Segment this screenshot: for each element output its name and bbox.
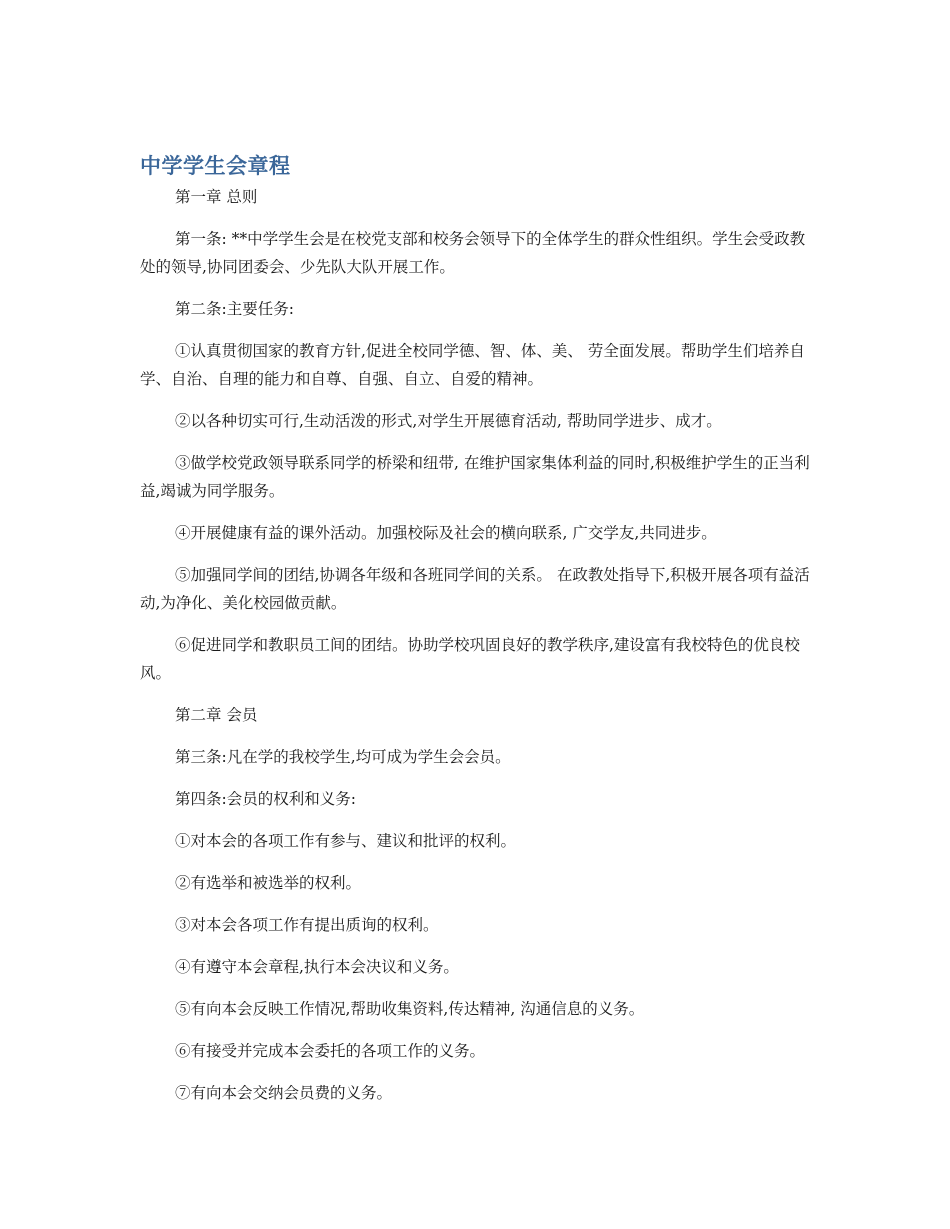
chapter-heading: 第二章 会员 xyxy=(175,706,258,724)
chapter-heading: 第一章 总则 xyxy=(175,188,258,206)
list-item: ⑦有向本会交纳会员费的义务。 xyxy=(175,1084,393,1102)
list-item: ⑥促进同学和教职员工间的团结。协助学校巩固良好的教学秩序,建设富有我校特色的优良校风。 xyxy=(140,636,800,682)
list-item: ③做学校党政领导联系同学的桥梁和纽带, 在维护国家集体利益的同时,积极维护学生的正当利益,竭诚为同学服务。 xyxy=(140,454,810,500)
list-item: ①对本会的各项工作有参与、建议和批评的权利。 xyxy=(175,832,517,850)
list-item: ④开展健康有益的课外活动。加强校际及社会的横向联系, 广交学友,共同进步。 xyxy=(175,524,717,542)
list-item: ③对本会各项工作有提出质询的权利。 xyxy=(175,916,439,934)
article-paragraph: 第二条:主要任务: xyxy=(175,300,294,318)
article-paragraph: 第四条:会员的权利和义务: xyxy=(175,790,356,808)
list-item: ①认真贯彻国家的教育方针,促进全校同学德、智、体、美、 劳全面发展。帮助学生们培养自学、自治、自理的能力和自尊、自强、自立、自爱的精神。 xyxy=(140,342,805,388)
list-item: ⑤有向本会反映工作情况,帮助收集资料,传达精神, 沟通信息的义务。 xyxy=(175,1000,645,1018)
article-paragraph: 第一条: **中学学生会是在校党支部和校务会领导下的全体学生的群众性组织。学生会受政教处的领导,协同团委会、少先队大队开展工作。 xyxy=(140,230,806,276)
list-item: ②有选举和被选举的权利。 xyxy=(175,874,362,892)
document-title: 中学学生会章程 xyxy=(140,154,291,178)
list-item: ④有遵守本会章程,执行本会决议和义务。 xyxy=(175,958,459,976)
article-paragraph: 第三条:凡在学的我校学生,均可成为学生会会员。 xyxy=(175,748,511,766)
list-item: ⑤加强同学间的团结,协调各年级和各班同学间的关系。 在政教处指导下,积极开展各项有益活动,为净化、美化校园做贡献。 xyxy=(140,566,810,612)
list-item: ②以各种切实可行,生动活泼的形式,对学生开展德育活动, 帮助同学进步、成才。 xyxy=(175,412,722,430)
list-item: ⑥有接受并完成本会委托的各项工作的义务。 xyxy=(175,1042,486,1060)
document-body xyxy=(140,183,820,1121)
